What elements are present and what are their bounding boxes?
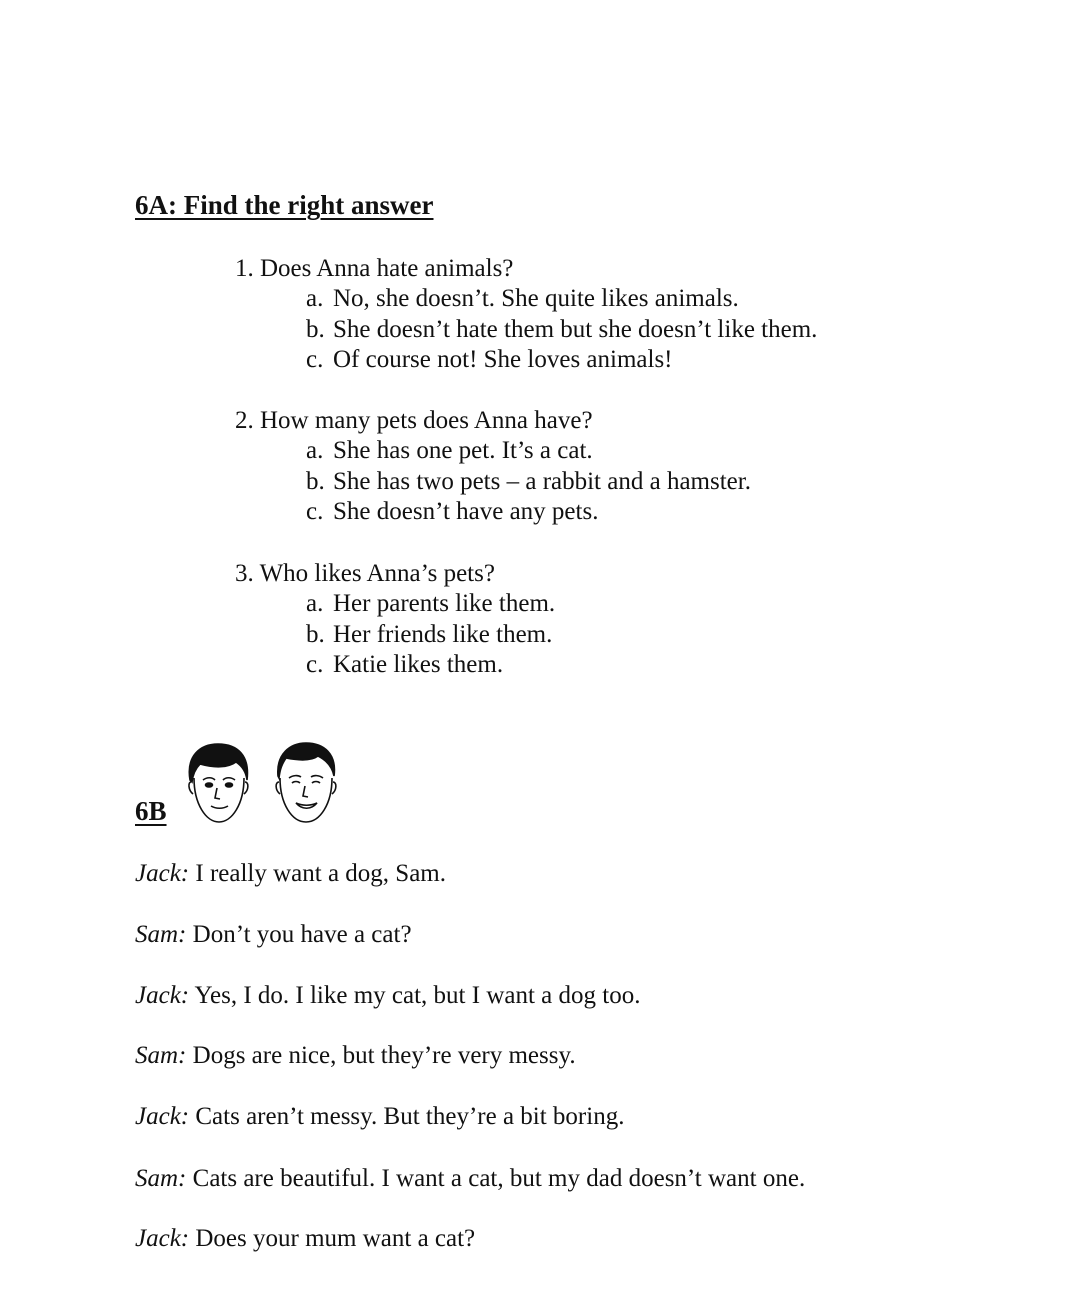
boy-face-icon: [189, 744, 248, 822]
answer-option-b: [235, 467, 751, 497]
dialogue-text: Cats aren’t messy. But they’re a bit boring.: [189, 1103, 625, 1130]
question-label: How many pets does Anna have?: [260, 407, 593, 434]
option-text: She has one pet. It’s a cat.: [333, 437, 593, 465]
option-text: Of course not! She loves animals!: [333, 346, 673, 374]
question-number: 1.: [235, 255, 254, 282]
question-text: [235, 254, 817, 284]
answer-option-c: [235, 345, 817, 375]
dialogue-line: [135, 921, 412, 949]
option-letter: c.: [306, 346, 324, 374]
answer-option-a: [235, 436, 751, 466]
boy-face-icon: [276, 743, 336, 822]
dialogue-text: Dogs are nice, but they’re very messy.: [186, 1042, 576, 1069]
question-label: Does Anna hate animals?: [260, 255, 514, 282]
option-text: Her parents like them.: [333, 590, 556, 618]
answer-option-b: [235, 315, 817, 345]
option-text: She doesn’t hate them but she doesn’t like them.: [333, 315, 818, 343]
dialogue-text: Yes, I do. I like my cat, but I want a dog too.: [189, 982, 641, 1009]
question-3: [235, 559, 555, 681]
question-label: Who likes Anna’s pets?: [259, 560, 495, 587]
option-letter: a.: [306, 437, 324, 465]
speaker-name: Sam:: [135, 921, 187, 948]
option-letter: c.: [306, 651, 324, 679]
option-letter: a.: [306, 285, 324, 313]
option-letter: a.: [306, 590, 324, 618]
dialogue-line: [135, 1103, 624, 1131]
speaker-name: Sam:: [135, 1042, 187, 1069]
option-letter: b.: [306, 467, 325, 495]
answer-option-b: [235, 620, 555, 650]
dialogue-text: Does your mum want a cat?: [189, 1225, 476, 1252]
dialogue-text: Don’t you have a cat?: [186, 921, 412, 948]
dialogue-line: [135, 1165, 805, 1193]
answer-option-c: [235, 650, 555, 680]
boy-faces-illustration: [186, 742, 342, 826]
option-text: She doesn’t have any pets.: [333, 498, 599, 526]
answer-option-a: [235, 589, 555, 619]
section-6a-title: 6A: Find the right answer: [135, 190, 434, 220]
question-text: [235, 406, 751, 436]
speaker-name: Jack:: [135, 860, 190, 887]
section-6b-title: 6B: [135, 796, 167, 826]
option-text: She has two pets – a rabbit and a hamster.: [333, 467, 751, 495]
dialogue-line: [135, 982, 640, 1010]
dialogue-line: [135, 860, 446, 888]
question-number: 3.: [235, 560, 254, 587]
dialogue-line: [135, 1225, 475, 1253]
speaker-name: Sam:: [135, 1165, 187, 1192]
option-letter: b.: [306, 620, 325, 648]
question-2: [235, 406, 751, 528]
answer-option-a: [235, 284, 817, 314]
speaker-name: Jack:: [135, 1103, 190, 1130]
option-letter: b.: [306, 315, 325, 343]
speaker-name: Jack:: [135, 1225, 190, 1252]
question-1: [235, 254, 817, 376]
option-letter: c.: [306, 498, 324, 526]
speaker-name: Jack:: [135, 982, 190, 1009]
dialogue-text: I really want a dog, Sam.: [189, 860, 446, 887]
question-text: [235, 559, 555, 589]
dialogue-text: Cats are beautiful. I want a cat, but my dad doesn’t want one.: [186, 1165, 806, 1192]
question-number: 2.: [235, 407, 254, 434]
answer-option-c: [235, 497, 751, 527]
option-text: Her friends like them.: [333, 620, 553, 648]
option-text: No, she doesn’t. She quite likes animals.: [333, 285, 739, 313]
option-text: Katie likes them.: [333, 651, 504, 679]
dialogue-line: [135, 1042, 576, 1070]
